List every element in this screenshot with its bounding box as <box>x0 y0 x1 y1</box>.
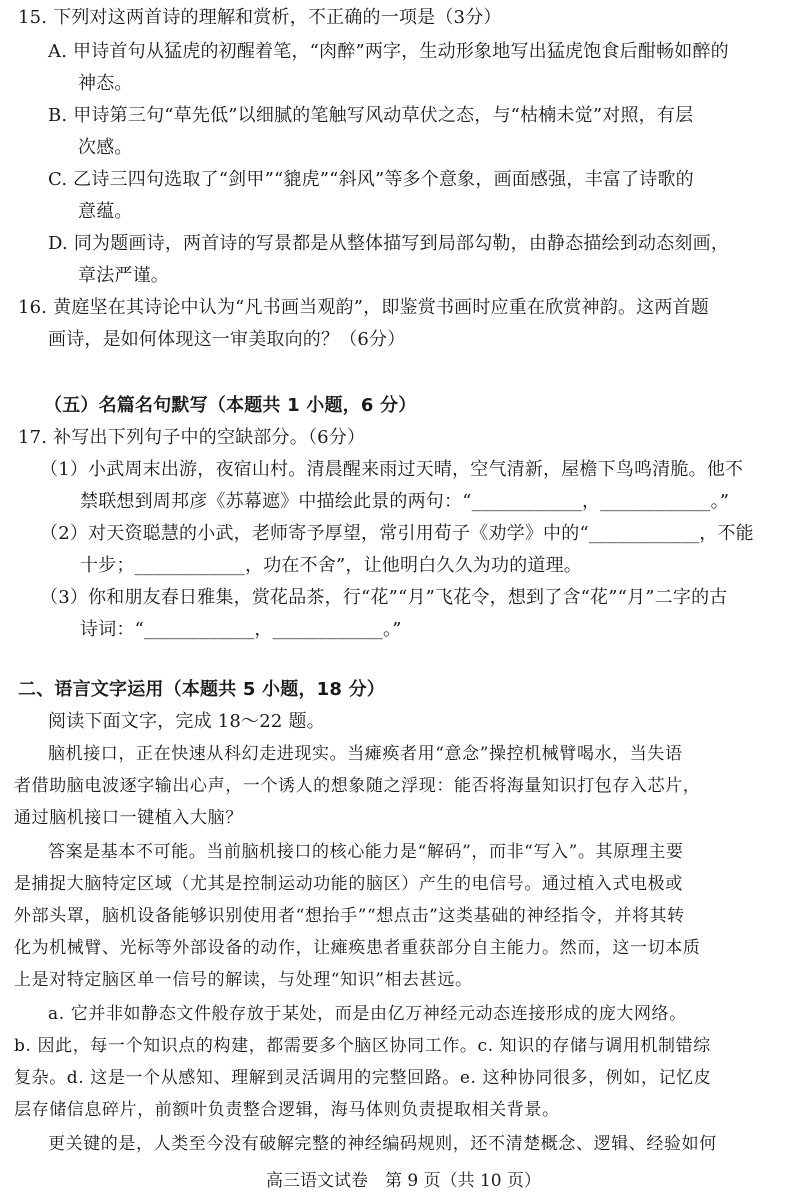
passage-p3-line1: a. 它并非如静态文件般存放于某处，而是由亿万神经元动态连接形成的庞大网络。 <box>48 1004 687 1024</box>
q17-item3-line1: （3）你和朋友春日雅集，赏花品茶，行“花”“月”飞花令，想到了含“花”“月”二字的古 <box>40 587 728 608</box>
passage-p3-line4: 层存储信息碎片，前额叶负责整合逻辑，海马体则负责提取相关背景。 <box>14 1100 560 1120</box>
q15-option-c-line2: 意蕴。 <box>78 201 133 222</box>
q15-option-d-line1: D. 同为题画诗，两首诗的写景都是从整体描写到局部勾勒，由静态描绘到动态刻画， <box>48 233 730 254</box>
part2-heading: 二、语言文字运用（本题共 5 小题，18 分） <box>18 679 385 700</box>
q17-item1-line2: 禁联想到周邦彦《苏幕遮》中描绘此景的两句：“____________，____________。” <box>80 491 730 512</box>
q15-option-a-line2: 神态。 <box>78 73 133 94</box>
q15-option-d-line2: 章法严谨。 <box>78 265 169 286</box>
passage-p3-line3: 复杂。d. 这是一个从感知、理解到灵活调用的完整回路。e. 这种协同很多，例如，记忆皮 <box>14 1068 712 1088</box>
q17-item2-line2: 十步；____________，功在不舍”，让他明白久久为功的道理。 <box>80 555 582 576</box>
passage-p2-line5: 上是对特定脑区单一信号的解读，与处理“知识”相去甚远。 <box>14 970 473 990</box>
passage-p2-line4: 化为机械臂、光标等外部设备的动作，让瘫痪患者重获部分自主能力。然而，这一切本质 <box>14 938 701 958</box>
q16-line2: 画诗，是如何体现这一审美取向的？（6分） <box>48 329 406 350</box>
passage-p3-line2: b. 因此，每一个知识点的构建，都需要多个脑区协同工作。c. 知识的存储与调用机制错综 <box>14 1036 711 1056</box>
section5-heading: （五）名篇名句默写（本题共 1 小题，6 分） <box>44 395 417 416</box>
passage-p2-line1: 答案是基本不可能。当前脑机接口的核心能力是“解码”，而非“写入”。其原理主要 <box>48 842 684 862</box>
passage-p4-line1: 更关键的是，人类至今没有破解完整的神经编码规则，还不清楚概念、逻辑、经验如何 <box>48 1134 717 1154</box>
page-footer: 高三语文试卷 第 9 页（共 10 页） <box>265 1171 542 1191</box>
passage-p1-line2: 者借助脑电波逐字输出心声，一个诱人的想象随之浮现：能否将海量知识打包存入芯片， <box>14 776 701 796</box>
passage-p2-line2: 是捕捉大脑特定区域（尤其是控制运动功能的脑区）产生的电信号。通过植入式电极或 <box>14 874 683 894</box>
q17-item2-line1: （2）对天资聪慧的小武，老师寄予厚望，常引用荀子《劝学》中的“____________，不能 <box>40 523 754 544</box>
passage-p1-line3: 通过脑机接口一键植入大脑？ <box>14 808 243 828</box>
part2-intro: 阅读下面文字，完成 18～22 题。 <box>48 711 325 732</box>
q15-option-b-line1: B. 甲诗第三句“草先低”以细腻的笔触写风动草伏之态，与“枯楠未觉”对照，有层 <box>48 105 694 126</box>
q17-item3-line2: 诗词：“____________，____________。” <box>80 619 402 640</box>
q15-stem: 15. 下列对这两首诗的理解和赏析，不正确的一项是（3分） <box>18 7 502 28</box>
q15-option-a-line1: A. 甲诗首句从猛虎的初醒着笔，“肉醉”两字，生动形象地写出猛虎饱食后酣畅如醉的 <box>48 41 729 62</box>
q15-option-b-line2: 次感。 <box>78 137 133 158</box>
q17-item1-line1: （1）小武周末出游，夜宿山村。清晨醒来雨过天晴，空气清新，屋檐下鸟鸣清脆。他不 <box>40 459 744 480</box>
passage-p1-line1: 脑机接口，正在快速从科幻走进现实。当瘫痪者用“意念”操控机械臂喝水，当失语 <box>48 744 683 764</box>
q17-stem: 17. 补写出下列句子中的空缺部分。（6分） <box>18 427 366 448</box>
passage-p2-line3: 外部头罩，脑机设备能够识别使用者“想抬手”“想点击”这类基础的神经指令，并将其转 <box>14 906 685 926</box>
q15-option-c-line1: C. 乙诗三四句选取了“剑甲”“貔虎”“斜风”等多个意象，画面感强，丰富了诗歌的 <box>48 169 694 190</box>
q16-line1: 16. 黄庭坚在其诗论中认为“凡书画当观韵”，即鉴赏书画时应重在欣赏神韵。这两首题 <box>18 297 709 318</box>
